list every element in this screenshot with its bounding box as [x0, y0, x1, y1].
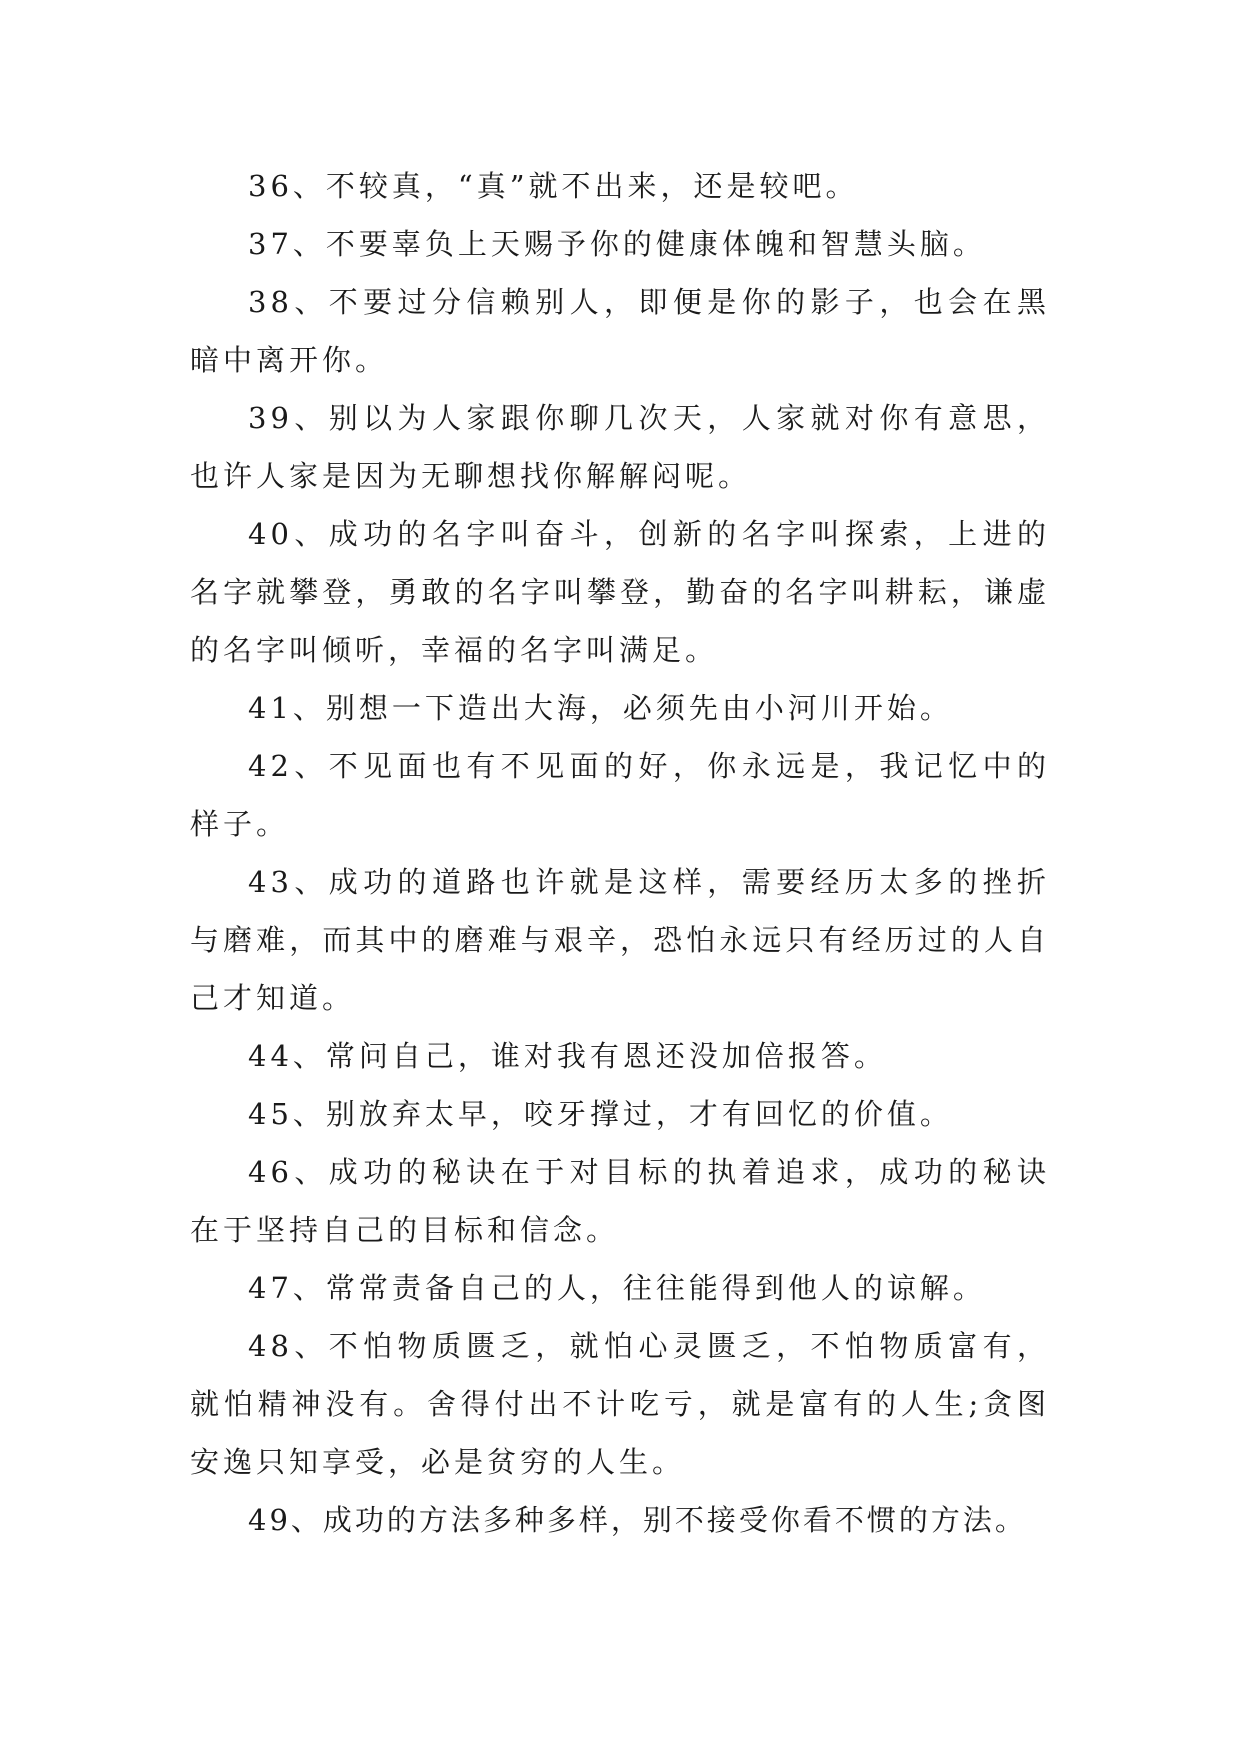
paragraph-41: 41、别想一下造出大海，必须先由小河川开始。	[248, 691, 953, 725]
paragraph-45: 45、别放弃太早，咬牙撑过，才有回忆的价值。	[248, 1097, 953, 1131]
paragraph-36: 36、不较真，“真”就不出来，还是较吧。	[248, 169, 859, 203]
paragraph-47: 47、常常责备自己的人，往往能得到他人的谅解。	[248, 1271, 986, 1305]
paragraph-49: 49、成功的方法多种多样，别不接受你看不惯的方法。	[248, 1503, 1027, 1537]
paragraph-37: 37、不要辜负上天赐予你的健康体魄和智慧头脑。	[248, 227, 986, 261]
paragraph-44: 44、常问自己，谁对我有恩还没加倍报答。	[248, 1039, 887, 1073]
paragraph-38: 38、不要过分信赖别人，即便是你的影子，也会在黑暗中离开你。	[190, 285, 1050, 377]
paragraph-48: 48、不怕物质匮乏，就怕心灵匮乏，不怕物质富有，就怕精神没有。舍得付出不计吃亏，就是富有的人生;贪图安逸只知享受，必是贫穷的人生。	[190, 1329, 1050, 1479]
document-body	[190, 157, 1050, 1549]
paragraph-46: 46、成功的秘诀在于对目标的执着追求，成功的秘诀在于坚持自己的目标和信念。	[190, 1155, 1050, 1247]
paragraph-42: 42、不见面也有不见面的好，你永远是，我记忆中的样子。	[190, 749, 1050, 841]
paragraph-43: 43、成功的道路也许就是这样，需要经历太多的挫折与磨难，而其中的磨难与艰辛，恐怕永远只有经历过的人自己才知道。	[190, 865, 1050, 1015]
paragraph-40: 40、成功的名字叫奋斗，创新的名字叫探索，上进的名字就攀登，勇敢的名字叫攀登，勤奋的名字叫耕耘，谦虚的名字叫倾听，幸福的名字叫满足。	[190, 517, 1050, 667]
paragraph-39: 39、别以为人家跟你聊几次天，人家就对你有意思，也许人家是因为无聊想找你解解闷呢。	[190, 401, 1050, 493]
